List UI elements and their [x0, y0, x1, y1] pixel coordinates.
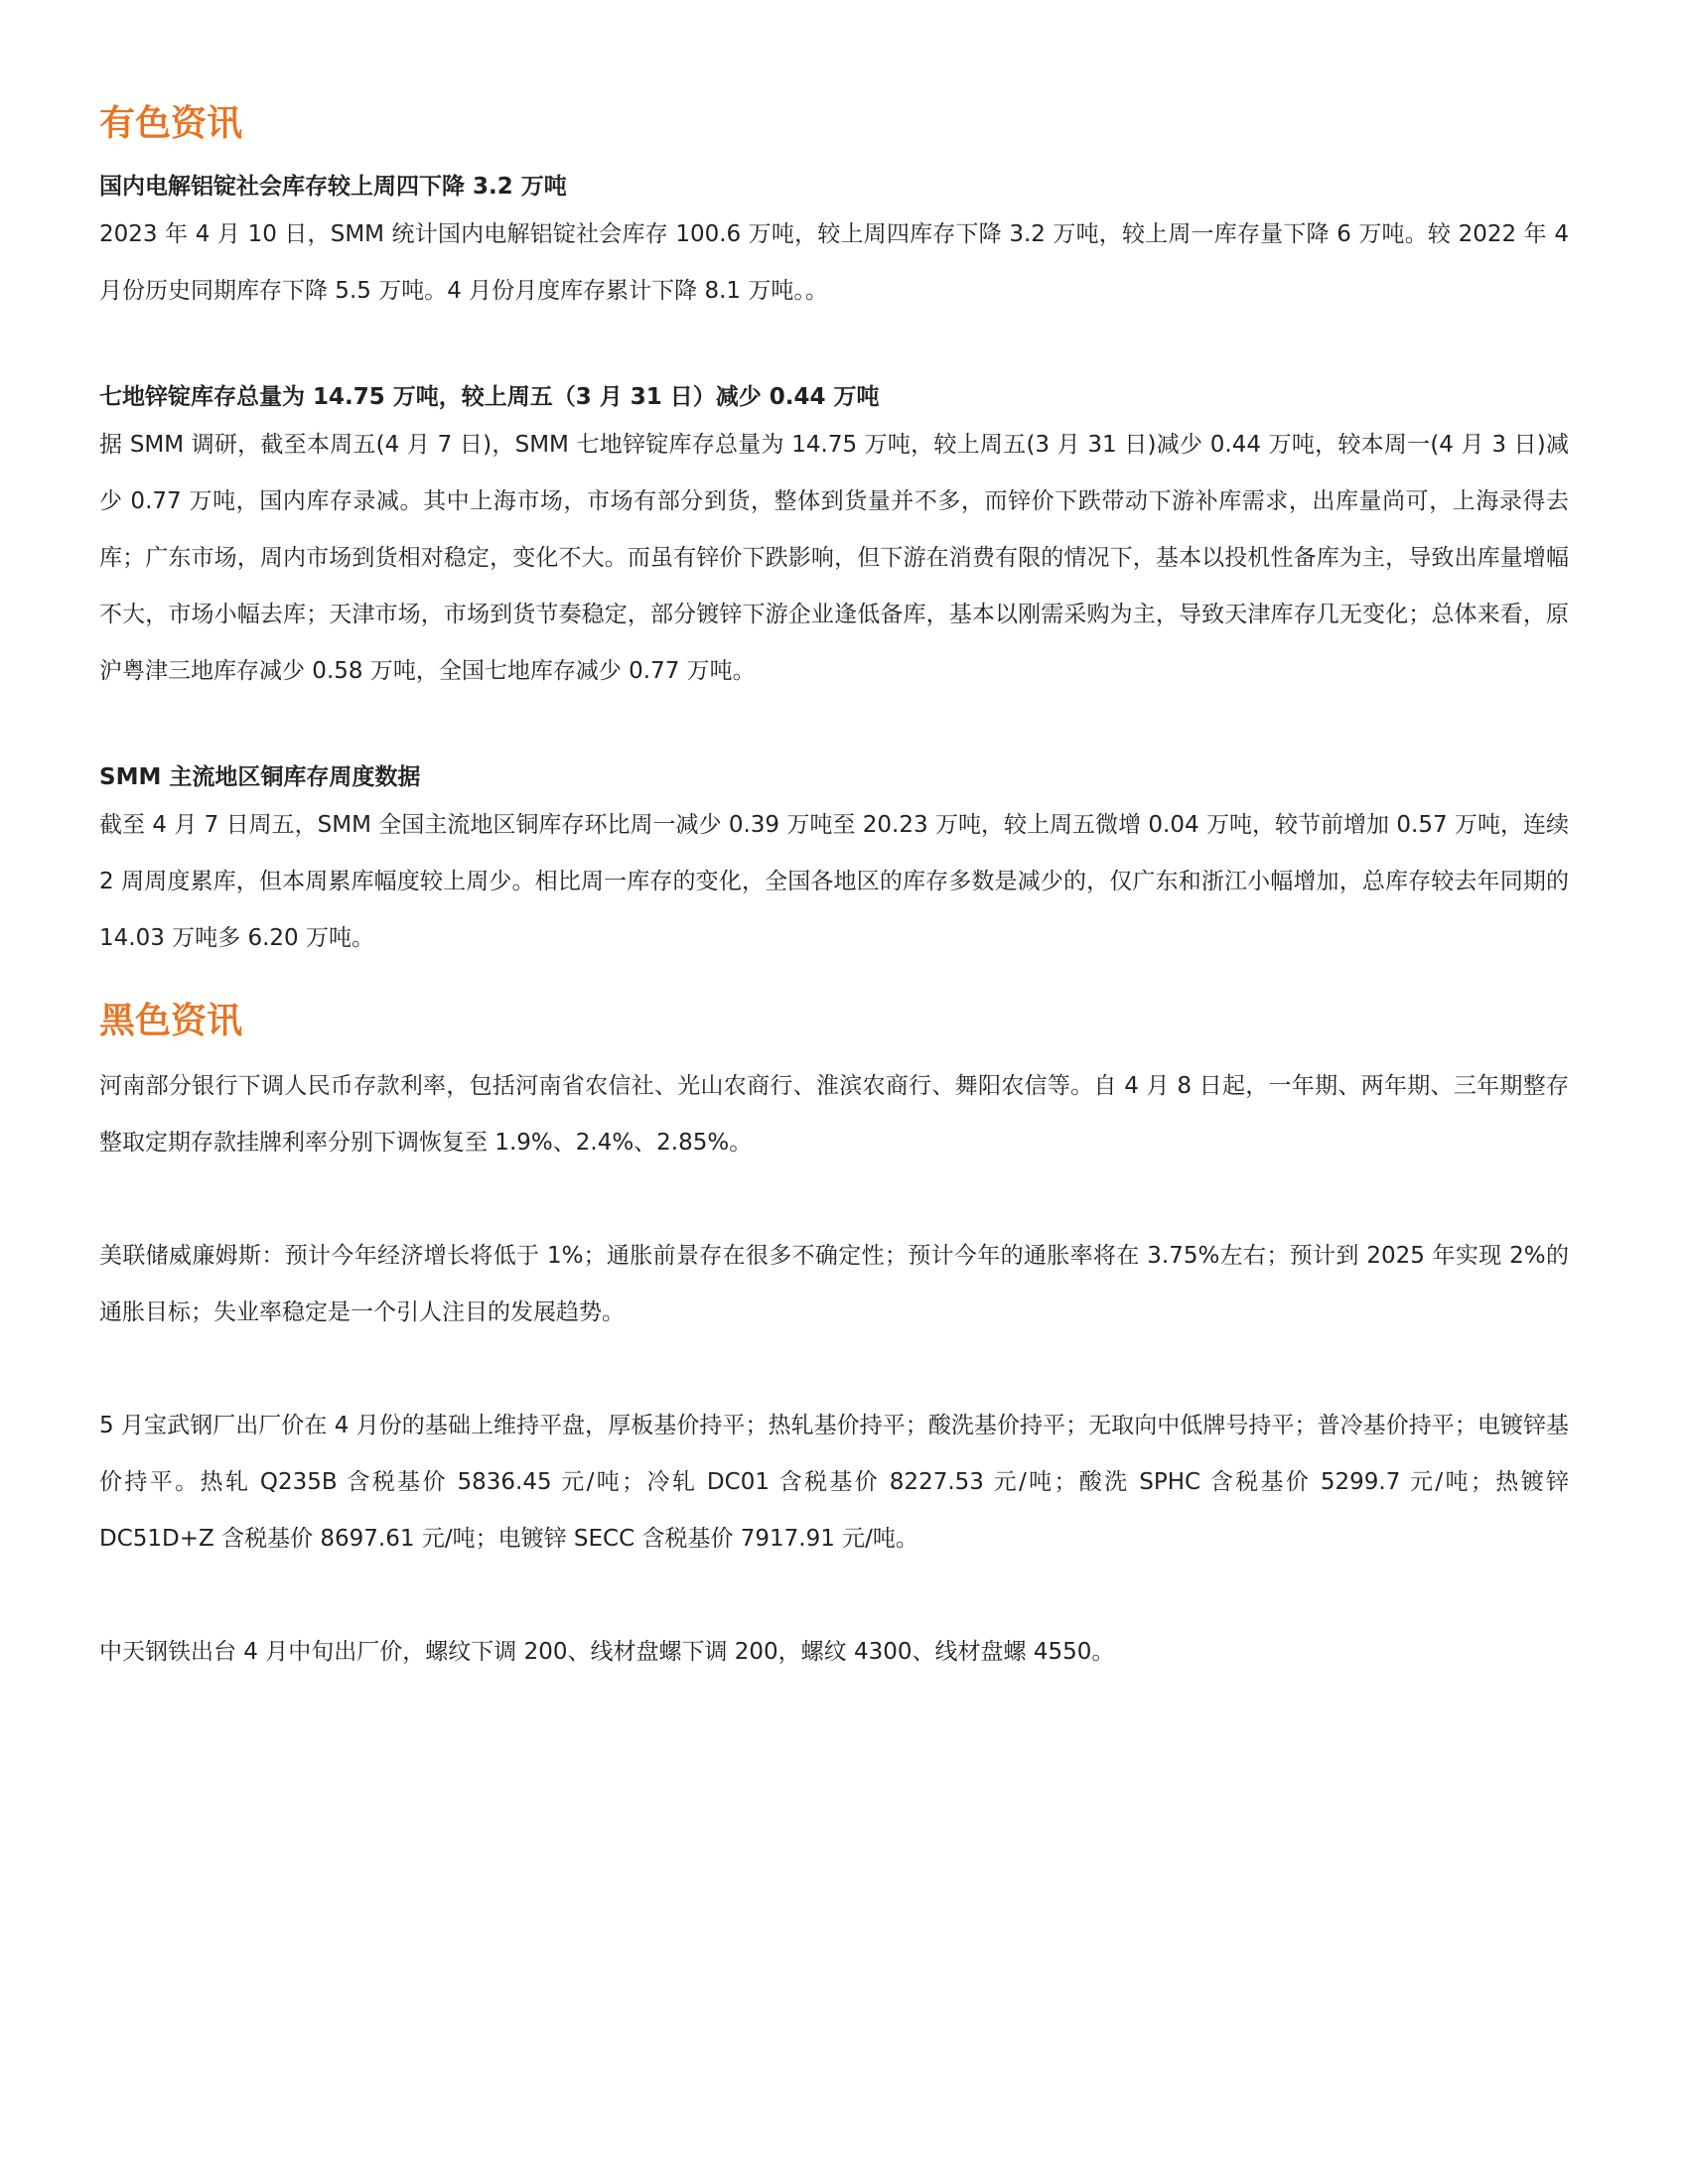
news-item: 美联储威廉姆斯：预计今年经济增长将低于 1%；通胀前景存在很多不确定性；预计今年的通胀率将在 3.75%左右；预计到 2025 年实现 2%的通胀目标；失业率稳定是一个引人注目的发展趋势。	[99, 1243, 1569, 1325]
article-copper	[99, 757, 1569, 967]
article-title: 国内电解铝锭社会库存较上周四下降 3.2 万吨	[99, 174, 567, 200]
article-title: 七地锌锭库存总量为 14.75 万吨，较上周五（3 月 31 日）减少 0.44 万吨	[99, 384, 880, 410]
article-zinc	[99, 377, 1569, 700]
news-item: 5 月宝武钢厂出厂价在 4 月份的基础上维持平盘，厚板基价持平；热轧基价持平；酸洗基价持平；无取向中低牌号持平；普冷基价持平；电镀锌基价持平。热轧 Q235B 含税基价 5836.45 元/吨；冷轧 DC01 含税基价 8227.53 元/吨；酸洗 SPHC 含税基价 5299.7 元/吨；热镀锌 DC51D+Z 含税基价 8697.61 元/吨；电镀锌 SECC 含税基价 7917.91 元/吨。	[99, 1413, 1569, 1552]
article-title: SMM 主流地区铜库存周度数据	[99, 764, 421, 790]
article-aluminum	[99, 167, 1569, 320]
article-body: 据 SMM 调研，截至本周五(4 月 7 日)，SMM 七地锌锭库存总量为 14.75 万吨，较上周五(3 月 31 日)减少 0.44 万吨，较本周一(4 月 3 日)减少 0.77 万吨，国内库存录减。其中上海市场，市场有部分到货，整体到货量并不多，而锌价下跌带动下游补库需求，出库量尚可，上海录得去库；广东市场，周内市场到货相对稳定，变化不大。而虽有锌价下跌影响，但下游在消费有限的情况下，基本以投机性备库为主，导致出库量增幅不大，市场小幅去库；天津市场，市场到货节奏稳定，部分镀锌下游企业逢低备库，基本以刚需采购为主，导致天津库存几无变化；总体来看，原沪粤津三地库存减少 0.58 万吨，全国七地库存减少 0.77 万吨。	[99, 432, 1569, 684]
article-body: 截至 4 月 7 日周五，SMM 全国主流地区铜库存环比周一减少 0.39 万吨至 20.23 万吨，较上周五微增 0.04 万吨，较节前增加 0.57 万吨，连续 2 周周度累库，但本周累库幅度较上周少。相比周一库存的变化，全国各地区的库存多数是减少的，仅广东和浙江小幅增加，总库存较去年同期的 14.03 万吨多 6.20 万吨。	[99, 812, 1569, 951]
section-title-nonferrous: 有色资讯	[99, 103, 243, 144]
news-item: 中天钢铁出台 4 月中旬出厂价，螺纹下调 200、线材盘螺下调 200，螺纹 4300、线材盘螺 4550。	[99, 1639, 1115, 1665]
article-body: 2023 年 4 月 10 日，SMM 统计国内电解铝锭社会库存 100.6 万吨，较上周四库存下降 3.2 万吨，较上周一库存量下降 6 万吨。较 2022 年 4 月份历史同期库存下降 5.5 万吨。4 月份月度库存累计下降 8.1 万吨。。	[99, 221, 1569, 304]
section-title-ferrous: 黑色资讯	[99, 1001, 243, 1041]
document-page	[99, 99, 1569, 1681]
news-item: 河南部分银行下调人民币存款利率，包括河南省农信社、光山农商行、淮滨农商行、舞阳农信等。自 4 月 8 日起，一年期、两年期、三年期整存整取定期存款挂牌利率分别下调恢复至 1.9%、2.4%、2.85%。	[99, 1073, 1569, 1156]
